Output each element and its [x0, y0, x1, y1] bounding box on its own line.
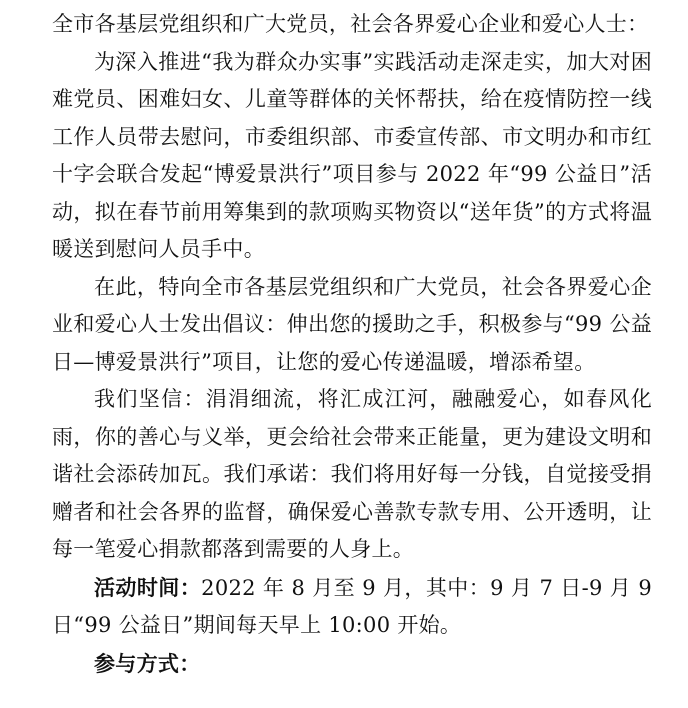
paragraph-call: 在此，特向全市各基层党组织和广大党员，社会各界爱心企业和爱心人士发出倡议：伸出您的援助之手，积极参与“99 公益日—博爱景洪行”项目，让您的爱心传递温暖，增添希望。 — [52, 274, 652, 374]
activity-time — [52, 569, 652, 645]
activity-time-label: 活动时间： — [94, 574, 202, 600]
paragraph-pledge: 我们坚信：涓涓细流，将汇成江河，融融爱心，如春风化雨，你的善心与义举，更会给社会带来正能量，更为建设文明和谐社会添砖加瓦。我们承诺：我们将用好每一分钱，自觉接受捐赠者和社会各界的监督，确保爱心善款专款专用、公开透明，让每一笔爱心捐款都落到需要的人身上。 — [52, 387, 652, 561]
participation-label: 参与方式： — [94, 650, 201, 676]
paragraph-initiative: 为深入推进“我为群众办实事”实践活动走深走实，加大对困难党员、困难妇女、儿童等群体的关怀帮扶，给在疫情防控一线工作人员带去慰问，市委组织部、市委宣传部、市文明办和市红十字会联合发起“博爱景洪行”项目参与 2022 年“99 公益日”活动，拟在春节前用筹集到的款项购买物资以“送年货”的方式将温暖送到慰问人员手中。 — [52, 49, 652, 261]
salutation: 全市各基层党组织和广大党员，社会各界爱心企业和爱心人士： — [52, 12, 649, 36]
document-body — [52, 6, 652, 683]
activity-time-text: 2022 年 8 月至 9 月，其中：9 月 7 日-9 月 9 日“99 公益日”期间每天早上 10:00 开始。 — [52, 575, 653, 637]
participation — [52, 645, 652, 684]
